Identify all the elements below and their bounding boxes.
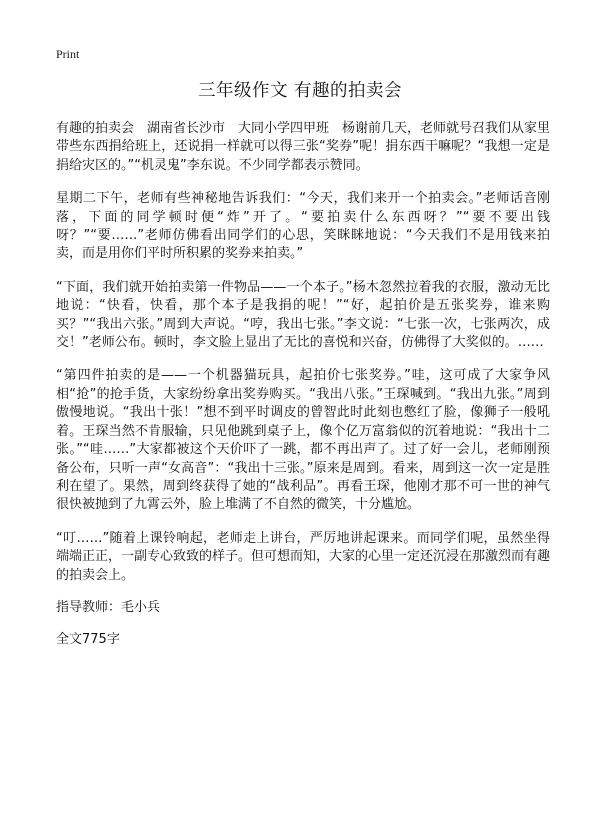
- paragraph-ending: “叮……”随着上课铃响起，老师走上讲台，严厉地讲起课来。而同学们呢，虽然坐得端端正正，一副专心致致的样子。但可想而知，大家的心里一定还沉浸在那激烈而有趣的拍卖会上。: [56, 530, 551, 583]
- word-count: 全文775字: [56, 631, 120, 647]
- paragraph-tuesday: 星期二下午，老师有些神秘地告诉我们：“今天，我们来开一个拍卖会。”老师话音刚落，下面的同学顿时便“炸”开了。“要拍卖什么东西呀？”“要不要出钱呀？”“要……”老师仿佛看出同学们的心思，笑眯眯地说：“今天我们不是用钱来拍卖，而是用你们平时所积累的奖券来拍卖。”: [56, 191, 550, 262]
- paragraph-fourth-item: “第四件拍卖的是——一个机器猫玩具，起拍价七张奖券。”哇，这可成了大家争风相“抢”的抢手货，大家纷纷拿出奖券购买。“我出八张。”王琛喊到。“我出九张。”周到傲慢地说。“我出十张！”想不到平时调皮的曾智此时此刻也憋红了脸，像狮子一般吼着。王琛当然不肯服输，只见他跳到桌子上，像个亿万富翁似的沉着地说：“我出十二张。”“哇……”大家都被这个天价吓了一跳，都不再出声了。过了好一会儿，老师刚预备公布，只听一声“女高音”：“我出十三张。”原来是周到。看来，周到这一次一定是胜利在望了。果然，周到终获得了她的“战利品”。再看王琛，他刚才那不可一世的神气很快被抛到了九霄云外，脸上堆满了不自然的微笑，十分尴尬。: [56, 368, 550, 513]
- print-link[interactable]: Print: [56, 47, 80, 61]
- paragraph-first-item: “下面，我们就开始拍卖第一件物品——一个本子。”杨木忽然拉着我的衣服，激动无比地说：“快看，快看，那个本子是我捐的呢！”“好，起拍价是五张奖券，谁来购买？”“我出六张。”周到大声说。“哼，我出七张。”李文说：“七张一次，七张两次，成交！”老师公布。顿时，李文脸上显出了无比的喜悦和兴奋，仿佛得了大奖似的。……: [56, 279, 550, 351]
- document-body: [56, 120, 550, 649]
- document-title: 三年级作文 有趣的拍卖会: [197, 81, 403, 101]
- teacher-credit: 指导教师：毛小兵: [56, 599, 161, 615]
- paragraph-intro: 有趣的拍卖会 湖南省长沙市 大同小学四甲班 杨谢前几天，老师就号召我们从家里带些东西捐给班上，还说捐一样就可以得三张“奖券”呢！捐东西干嘛呢？“我想一定是捐给灾区的。”“机灵鬼”李东说。不少同学都表示赞同。: [56, 121, 551, 173]
